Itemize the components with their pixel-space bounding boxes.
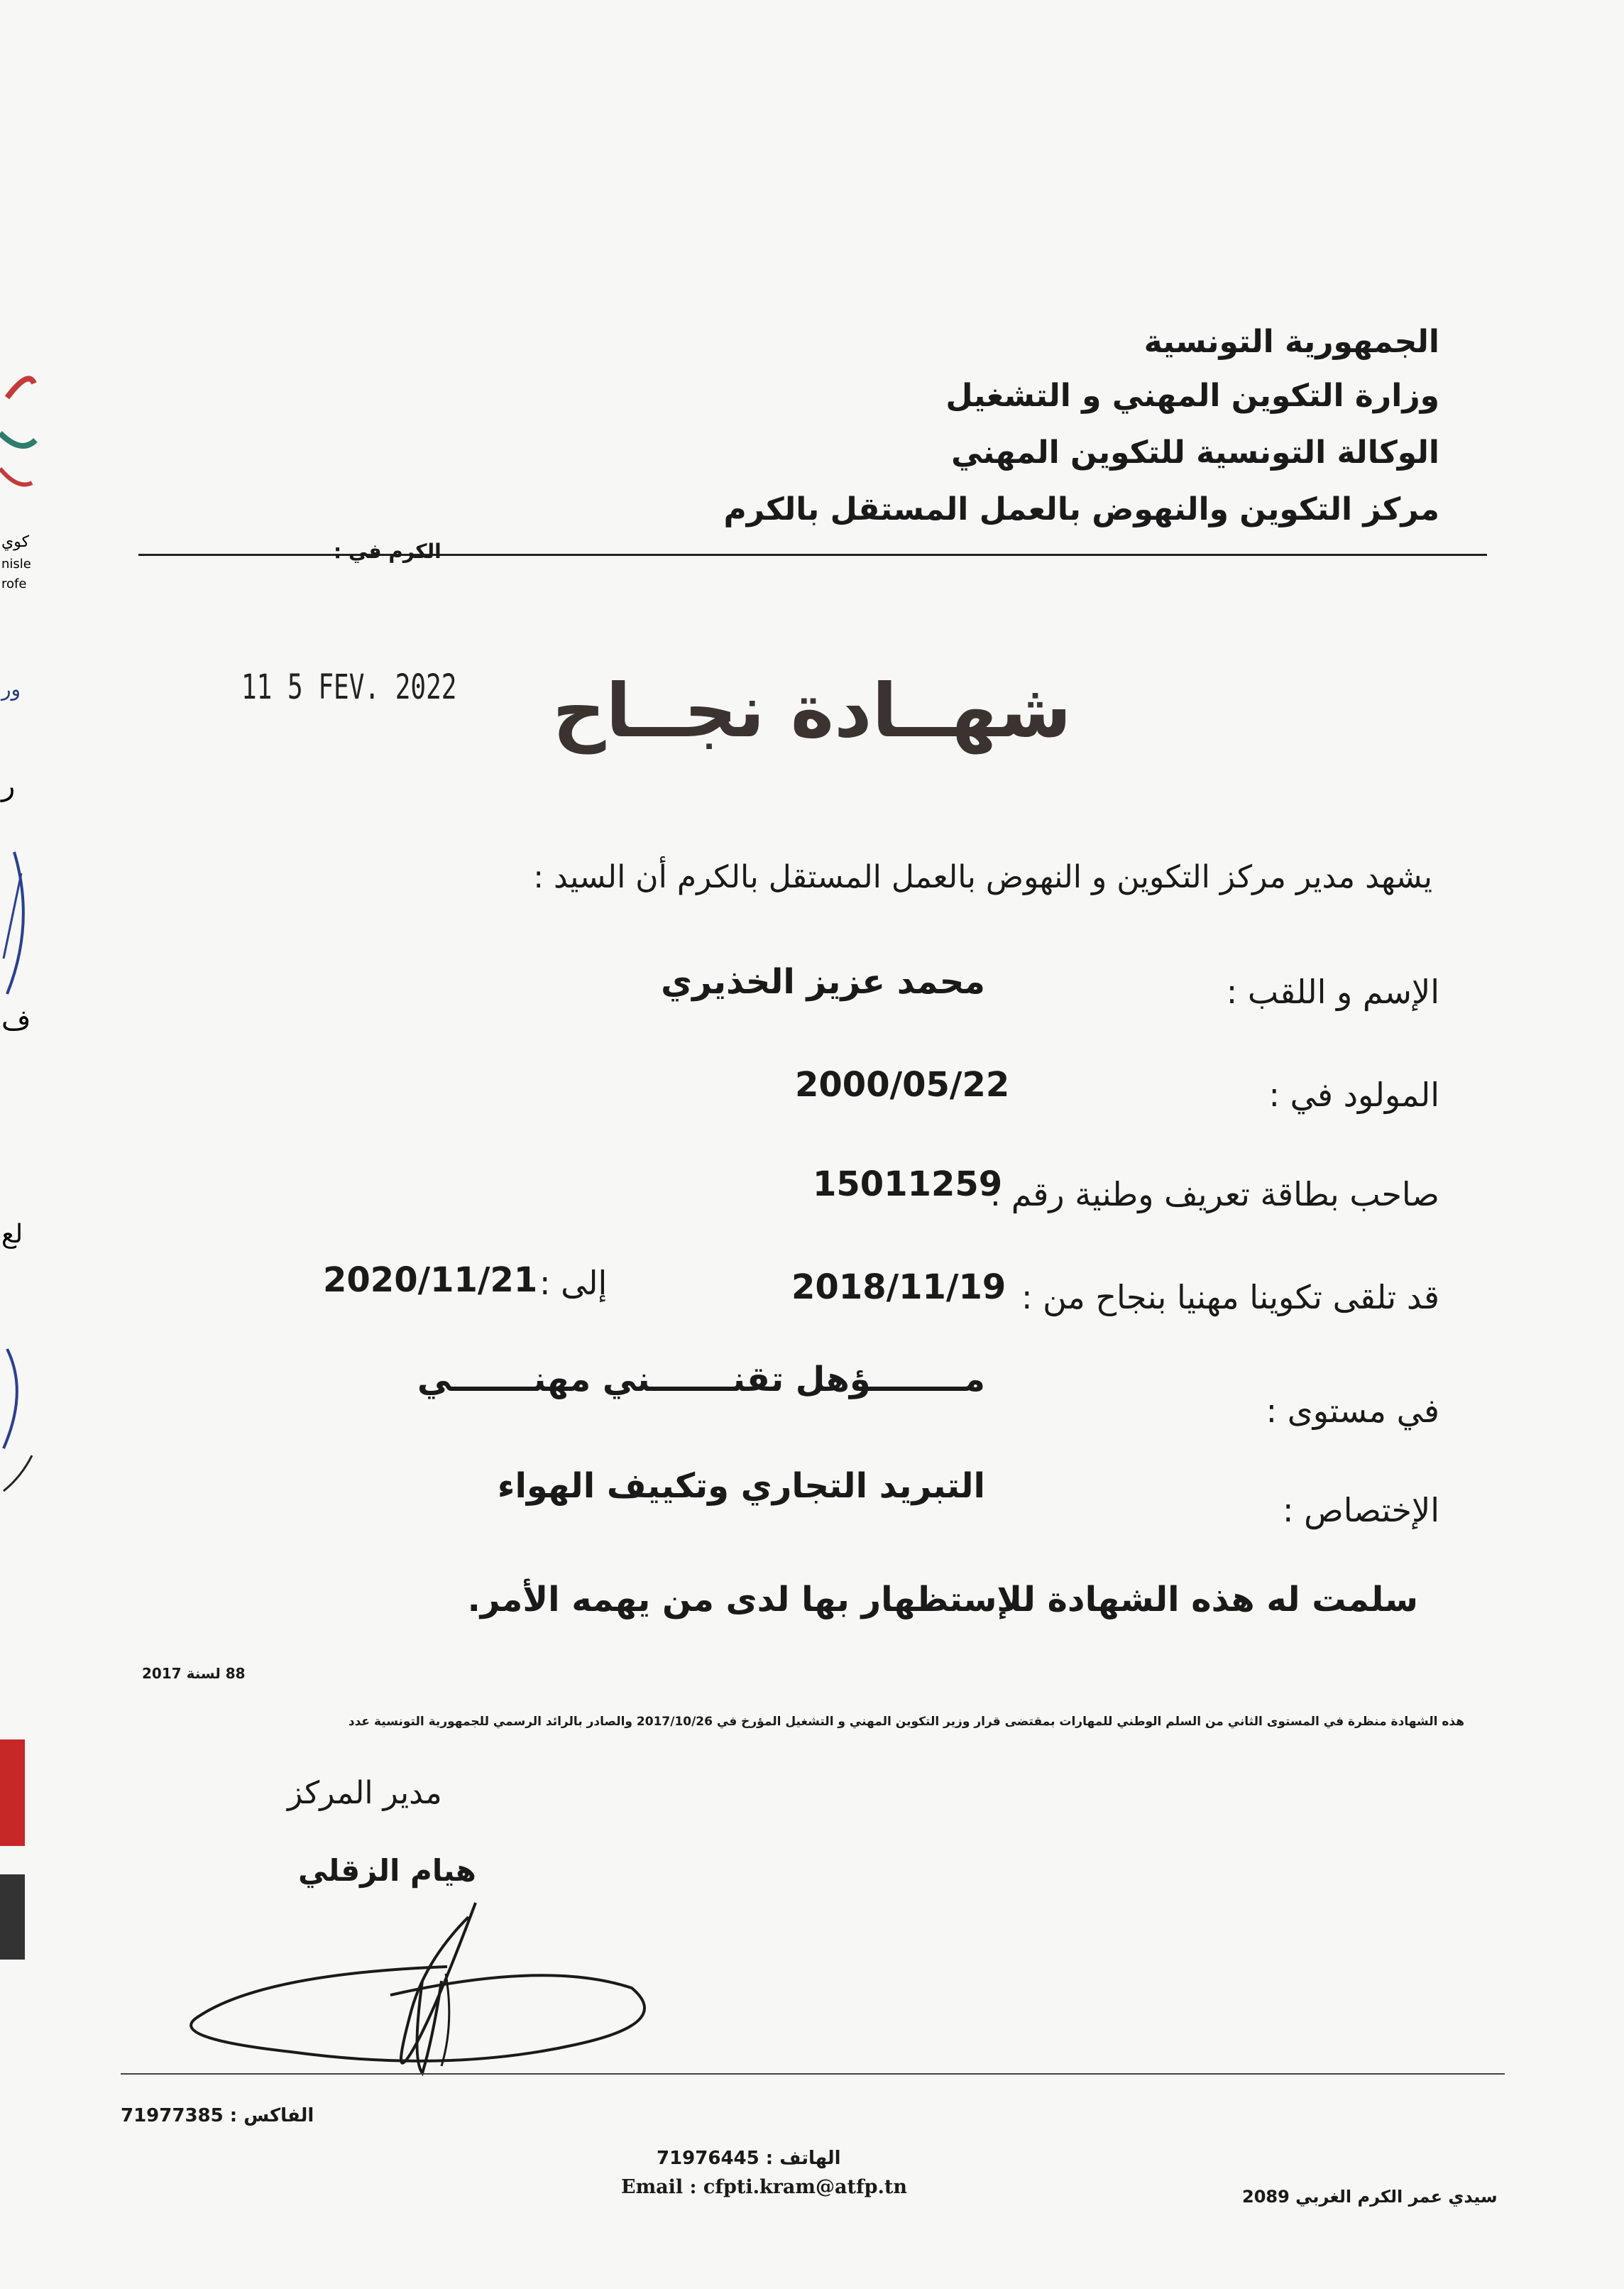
level-value: مــــــــؤهل تقنـــــــني مهنـــــــي (417, 1360, 985, 1399)
svg-text:ف: ف (1, 1004, 31, 1037)
specialty-label: الإختصاص : (1283, 1491, 1439, 1529)
handwritten-signature (177, 1874, 674, 2087)
id-label: صاحب بطاقة تعريف وطنية رقم : (989, 1175, 1439, 1213)
closing-statement: سلمت له هذه الشهادة للإستظهار بها لدى من يهمه الأمر. (467, 1580, 1418, 1619)
specialty-value: التبريد التجاري وتكييف الهواء (497, 1466, 985, 1506)
header-agency: الوكالة التونسية للتكوين المهني (951, 435, 1439, 471)
signature-name: هيام الزقلي (298, 1853, 476, 1888)
header-center: مركز التكوين والنهوض بالعمل المستقل بالكرم (723, 491, 1439, 528)
footer-fax: الفاكس : 71977385 (121, 2105, 314, 2126)
birth-value: 2000/05/22 (795, 1065, 1010, 1105)
svg-text:لع: لع (1, 1220, 23, 1249)
signature-title: مدير المركز (287, 1775, 442, 1811)
training-label: قد تلقى تكوينا مهنيا بنجاح من : (1021, 1278, 1439, 1316)
training-from-value: 2018/11/19 (791, 1267, 1006, 1307)
svg-text:ور: ور (1, 677, 21, 701)
name-label: الإسم و اللقب : (1226, 973, 1439, 1011)
place-date-label: الكرم في : (334, 540, 441, 563)
footer-address: سيدي عمر الكرم الغربي 2089 (1242, 2187, 1498, 2207)
certificate-title: شهــادة نجــاح (552, 667, 1072, 754)
birth-label: المولود في : (1268, 1076, 1439, 1114)
footer-phone: الهاتف : 71976445 (657, 2148, 841, 2169)
footnote-line1: 88 لسنة 2017 (142, 1665, 246, 1682)
svg-text:nisle: nisle (1, 557, 31, 572)
header-ministry: وزارة التكوين المهني و التشغيل (945, 378, 1439, 414)
svg-text:ر: ر (1, 770, 16, 802)
svg-text:كوي: كوي (1, 533, 30, 551)
left-edge-fragment (0, 0, 43, 2289)
footer-divider (121, 2073, 1505, 2075)
footer-email: Email : cfpti.kram@atfp.tn (621, 2176, 907, 2198)
header-republic: الجمهورية التونسية (1143, 324, 1439, 360)
level-label: في مستوى : (1266, 1392, 1439, 1430)
training-to-value: 2020/11/21 (323, 1260, 538, 1300)
training-to-label: إلى : (539, 1264, 608, 1302)
intro-text: يشهد مدير مركز التكوين و النهوض بالعمل المستقل بالكرم أن السيد : (533, 859, 1432, 895)
date-stamp: 11 5 FEV. 2022 (241, 667, 457, 707)
name-value: محمد عزيز الخذيري (661, 962, 985, 1002)
id-value: 15011259 (813, 1164, 1003, 1204)
svg-text:rofe: rofe (1, 577, 27, 591)
footnote-line2: هذه الشهادة منظرة في المستوى الثاني من السلم الوطني للمهارات بمقتضى قرار وزير التكوين المهني و التشغيل المؤرخ في 2017/10/26 والصادر بالرائد الرسمي للجمهورية التونسية عدد (348, 1715, 1464, 1729)
